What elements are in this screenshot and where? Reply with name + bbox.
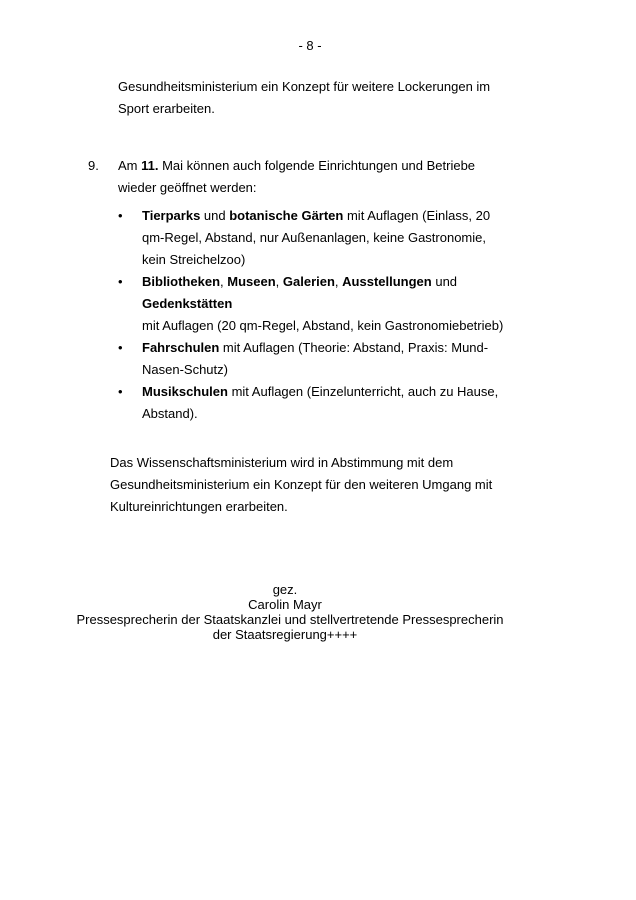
signature-role-line1: Pressesprecherin der Staatskanzlei und stellvertretende Pressesprecherin xyxy=(76,612,504,627)
text-line: kein Streichelzoo) xyxy=(142,252,246,267)
bold-term: Tierparks xyxy=(142,208,201,223)
item-intro xyxy=(118,155,498,199)
bullet-item-tierparks xyxy=(118,205,518,271)
bullet-icon: • xyxy=(118,208,123,223)
text-line: mit Auflagen (20 qm-Regel, Abstand, kein Gastronomiebetrieb) xyxy=(142,318,504,333)
bold-term: Galerien xyxy=(282,274,335,289)
signature-gez: gez. xyxy=(272,582,298,597)
bold-term: botanische Gärten xyxy=(229,208,344,223)
text-run: mit Auflagen (Einzelunterricht, auch zu Hause, xyxy=(227,384,499,399)
text-line: Sport erarbeiten. xyxy=(118,101,215,116)
bullet-item-musikschulen xyxy=(118,381,518,425)
text-line: wieder geöffnet werden: xyxy=(118,180,257,195)
text-line: Nasen-Schutz) xyxy=(142,362,228,377)
bold-term: Fahrschulen xyxy=(142,340,220,355)
text-line: Gesundheitsministerium ein Konzept für weitere Lockerungen im xyxy=(118,79,491,94)
bold-term: Ausstellungen xyxy=(342,274,432,289)
bullet-item-bibliotheken xyxy=(118,271,518,337)
bullet-item-fahrschulen xyxy=(118,337,518,381)
text-run: mit Auflagen (Theorie: Abstand, Praxis: Mund- xyxy=(219,340,489,355)
facility-bullet-list xyxy=(118,205,518,425)
bold-term: Musikschulen xyxy=(142,384,228,399)
item-number: 9. xyxy=(88,158,99,173)
bullet-icon: • xyxy=(118,274,123,289)
date-bold: 11. xyxy=(141,158,159,173)
text-line: Kultureinrichtungen erarbeiten. xyxy=(110,499,288,514)
bold-term: Bibliotheken xyxy=(142,274,221,289)
bullet-icon: • xyxy=(118,384,123,399)
closing-paragraph xyxy=(110,452,520,518)
text-line: Gesundheitsministerium ein Konzept für den weiteren Umgang mit xyxy=(110,477,493,492)
signature-name: Carolin Mayr xyxy=(248,597,322,612)
text-run: , xyxy=(220,274,228,289)
text-run: , xyxy=(334,274,343,289)
text-run: und xyxy=(200,208,230,223)
text-run: , xyxy=(275,274,283,289)
text-run: Mai können auch folgende Einrichtungen und Betriebe xyxy=(158,158,476,173)
bold-term: Gedenkstätten xyxy=(142,296,233,311)
text-run: mit Auflagen (Einlass, 20 xyxy=(343,208,491,223)
text-line: Das Wissenschaftsministerium wird in Abstimmung mit dem xyxy=(110,455,454,470)
text-run: und xyxy=(431,274,458,289)
page-number: - 8 - xyxy=(298,38,322,53)
continuation-paragraph xyxy=(118,76,518,120)
bold-term: Museen xyxy=(227,274,276,289)
text-line: qm-Regel, Abstand, nur Außenanlagen, keine Gastronomie, xyxy=(142,230,486,245)
signature-role-line2: der Staatsregierung++++ xyxy=(212,627,358,642)
text-run: Am xyxy=(118,158,142,173)
text-line: Abstand). xyxy=(142,406,198,421)
bullet-icon: • xyxy=(118,340,123,355)
